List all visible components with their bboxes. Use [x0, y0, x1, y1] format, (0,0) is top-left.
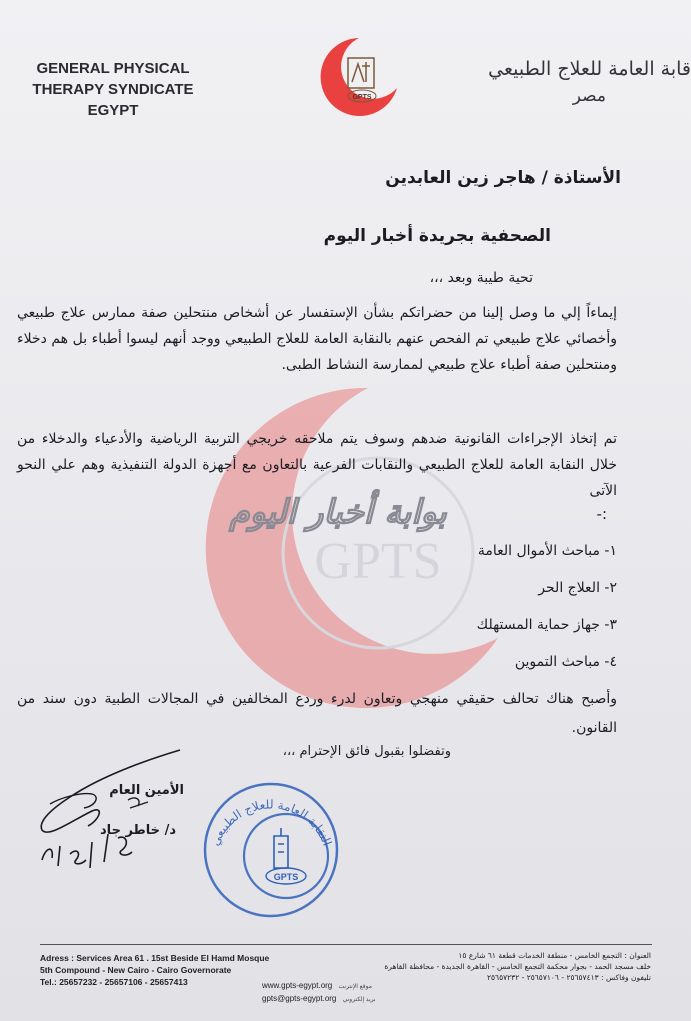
syndicate-logo-icon [318, 36, 400, 118]
arabic-header-country: مصر [572, 86, 606, 106]
footer-address-line-2: 5th Compound - New Cairo - Cairo Governorate [40, 965, 232, 975]
agency-list [477, 538, 617, 686]
footer-address-line-3: Tel.: 25657232 - 25657106 - 25657413 [40, 977, 188, 987]
stamp-logo-text: GPTS [273, 872, 299, 882]
footer-website-link[interactable]: www.gpts-egypt.org [262, 981, 333, 990]
footer-email-label: بريد إلكتروني [342, 997, 376, 1003]
closing-line: وتفضلوا بقبول فائق الإحترام ،،، [282, 744, 451, 759]
arabic-header [451, 58, 691, 106]
footer-address-line-1: Adress : Services Area 61 . 15st Beside El Hamd Mosque [40, 953, 270, 963]
paragraph-3: وأصبح هناك تحالف حقيقي منهجي وتعاون لدرء وردع المخالفين في المجالات الطبية دون سند من القانون. [17, 691, 617, 736]
footer-arabic-line-1: العنوان : التجمع الخامس - منطقة الخدمات قطعة ٦١ شارع ١٥ [458, 951, 651, 960]
watermark-logo-text: GPTS [314, 533, 442, 590]
footer-arabic-line-3: تليفون وفاكس : ٢٥٦٥٧٤١٣ - ٢٥٦٥٧١٠٦ - ٢٥٦٥٧٢٣٢ [487, 973, 651, 982]
official-stamp-icon [196, 774, 346, 922]
english-header [18, 58, 208, 121]
addressee-newspaper: الصحفية بجريدة أخبار اليوم [323, 226, 551, 246]
list-item: ٢- العلاج الحر [538, 580, 617, 596]
list-intro-colon: :- [596, 505, 607, 523]
footer-email-link[interactable]: gpts@gpts-egypt.org [262, 994, 337, 1003]
footer-website-label: موقع الإنترنت [338, 984, 372, 990]
list-item: ١- مباحث الأموال العامة [477, 543, 617, 559]
addressee: الأستاذة / هاجر زين العابدين [385, 168, 621, 188]
signature-icon [30, 742, 190, 872]
logo-text: GPTS [352, 94, 372, 101]
greeting: تحية طيبة وبعد ،،، [429, 270, 533, 286]
paragraph-2: تم إتخاذ الإجراءات القانونية ضدهم وسوف يتم ملاحقه خريجي التربية الرياضية والأدعياء والدخلاء من خلال النقابة العامة للعلاج الطبيعي والنقابات الفرعية بالتعاون مع أجهزة الدولة التنفيذية وهم علي النحو الآتى [17, 431, 617, 499]
english-header-line-3: EGYPT [87, 102, 139, 119]
paragraph-1: إيماءاً إلي ما وصل إلينا من حضراتكم بشأن الإستفسار عن أشخاص منتحلين صفة ممارس علاج طبيعي وأخصائي علاج طبيعي تم الفحص عنهم بالنقابة العامة للعلاج الطبيعي ووجد أنهم ليسوا أطباء بل هم دخلاء ومنتحلين صفة أطباء علاج طبيعي لممارسة النشاط الطبى. [17, 305, 617, 373]
list-item: ٤- مباحث التموين [514, 654, 617, 670]
list-item: ٣- جهاز حماية المستهلك [476, 617, 617, 633]
signatory-title: الأمين العام [109, 783, 184, 798]
english-header-line-1: GENERAL PHYSICAL [36, 60, 190, 77]
arabic-header-title: قابة العامة للعلاج الطبيعي [488, 58, 691, 80]
watermark-text: بوابة أخبار اليوم [229, 492, 447, 531]
footer-arabic-line-2: خلف مسجد الحمد - بجوار محكمة التجمع الخامس - القاهرة الجديدة - محافظة القاهرة [384, 962, 651, 971]
stamp-text: النقابة العامة للعلاج الطبيعي [207, 797, 335, 848]
footer-divider [40, 944, 652, 945]
svg-text:النقابة العامة للعلاج الطبيعي [208, 797, 335, 847]
signatory-name: د/ خاطر جاد [100, 823, 176, 838]
english-header-line-2: THERAPY SYNDICATE [32, 81, 194, 98]
footer-address-arabic [384, 950, 651, 983]
footer-contact [262, 980, 412, 1006]
